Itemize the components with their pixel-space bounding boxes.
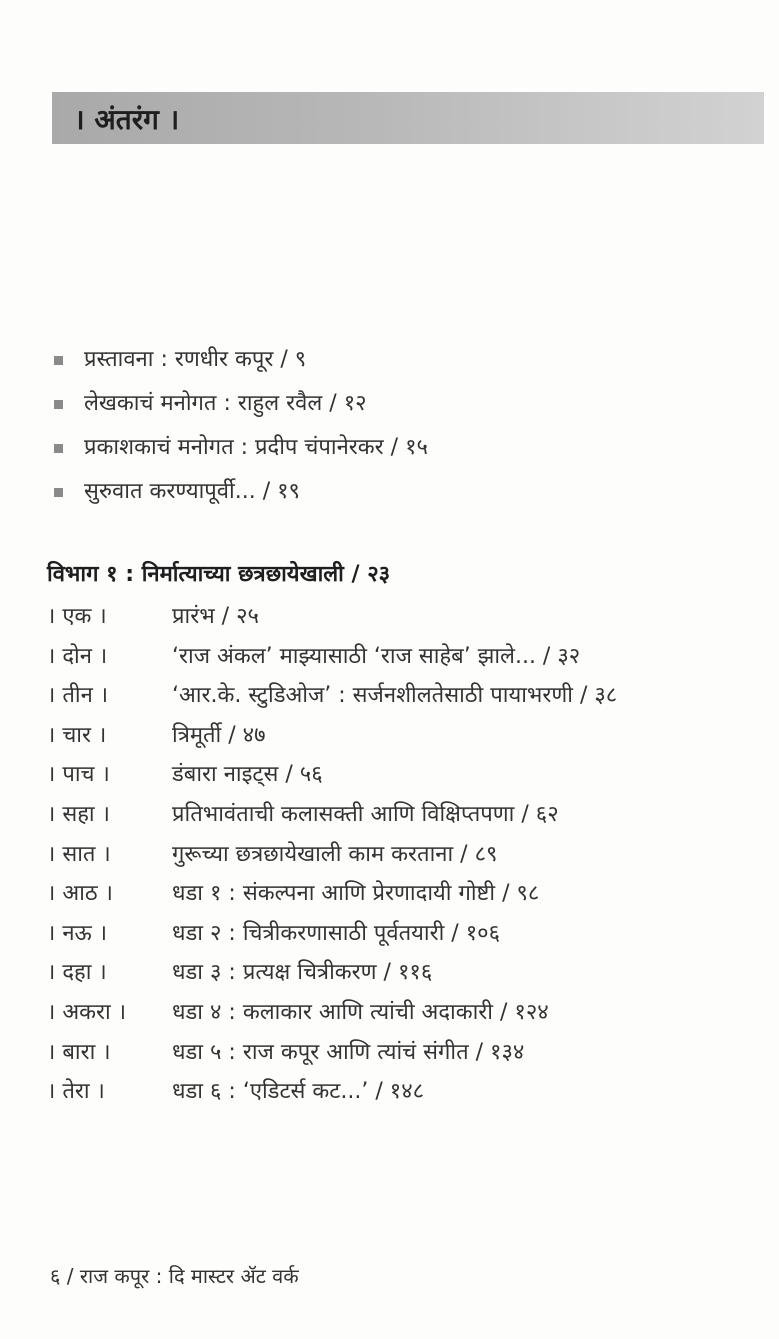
chapter-title: धडा ६ : ‘एडिटर्स कट...’ / १४८ [172, 1079, 425, 1105]
chapter-row [47, 877, 767, 917]
chapter-number: । अकरा । [47, 999, 127, 1025]
chapter-number: । नऊ । [47, 920, 108, 946]
chapter-row [47, 838, 767, 878]
chapter-row [47, 600, 767, 640]
square-bullet-icon [54, 356, 63, 365]
prelim-entry-text: प्रकाशकाचं मनोगत : प्रदीप चंपानेरकर / १५ [84, 435, 428, 460]
square-bullet-icon [54, 444, 63, 453]
chapter-number: । एक । [47, 604, 107, 629]
chapter-row [47, 996, 767, 1036]
chapter-title: प्रारंभ / २५ [172, 604, 259, 629]
prelim-entry-text: लेखकाचं मनोगत : राहुल रवैल / १२ [84, 391, 367, 416]
chapter-title: प्रतिभावंताची कलासक्ती आणि विक्षिप्तपणा / ६२ [172, 801, 559, 827]
chapter-title: धडा १ : संकल्पना आणि प्रेरणादायी गोष्टी / ९८ [172, 881, 540, 907]
prelim-item [52, 386, 752, 430]
square-bullet-icon [54, 488, 63, 497]
chapter-number: । तीन । [47, 683, 109, 709]
prelim-entry-text: सुरुवात करण्यापूर्वी... / १९ [84, 479, 300, 504]
chapter-row [47, 1075, 767, 1115]
chapter-row [47, 758, 767, 798]
chapter-title: ‘आर.के. स्टुडिओज’ : सर्जनशीलतेसाठी पायाभरणी / ३८ [172, 683, 618, 709]
contents-title: । अंतरंग । [74, 103, 180, 136]
chapter-title: धडा ३ : प्रत्यक्ष चित्रीकरण / ११६ [172, 960, 433, 986]
chapter-number: । दहा । [47, 960, 107, 986]
chapter-row [47, 917, 767, 957]
chapter-title: धडा ४ : कलाकार आणि त्यांची अदाकारी / १२४ [172, 999, 549, 1025]
chapter-number: । सात । [47, 841, 111, 867]
chapter-list [47, 600, 767, 1115]
prelim-item [52, 474, 752, 518]
prelim-item [52, 342, 752, 386]
chapter-row [47, 1036, 767, 1076]
chapter-row [47, 798, 767, 838]
chapter-number: । बारा । [47, 1039, 111, 1065]
contents-header-band [52, 92, 764, 144]
chapter-row [47, 956, 767, 996]
chapter-title: ‘राज अंकल’ माझ्यासाठी ‘राज साहेब’ झाले... / ३२ [172, 643, 581, 669]
chapter-title: धडा २ : चित्रीकरणासाठी पूर्वतयारी / १०६ [172, 920, 501, 946]
chapter-number: । आठ । [47, 881, 113, 907]
chapter-row [47, 640, 767, 680]
chapter-title: गुरूच्या छत्रछायेखाली काम करताना / ८९ [172, 841, 498, 867]
chapter-title: त्रिमूर्ती / ४७ [172, 722, 266, 748]
page-footer: ६ / राज कपूर : दि मास्टर ॲट वर्क [50, 1264, 299, 1288]
section-heading: विभाग १ : निर्मात्याच्या छत्रछायेखाली / २३ [47, 562, 391, 587]
chapter-title: धडा ५ : राज कपूर आणि त्यांचं संगीत / १३४ [172, 1039, 525, 1065]
chapter-title: डंबारा नाइट्स / ५६ [172, 762, 323, 788]
chapter-number: । तेरा । [47, 1079, 105, 1105]
prelim-item [52, 430, 752, 474]
chapter-number: । दोन । [47, 643, 108, 669]
prelims-list [52, 342, 752, 518]
chapter-number: । चार । [47, 722, 107, 748]
chapter-number: । पाच । [47, 762, 110, 788]
chapter-row [47, 679, 767, 719]
chapter-number: । सहा । [47, 801, 110, 827]
prelim-entry-text: प्रस्तावना : रणधीर कपूर / ९ [84, 347, 307, 372]
square-bullet-icon [54, 400, 63, 409]
chapter-row [47, 719, 767, 759]
